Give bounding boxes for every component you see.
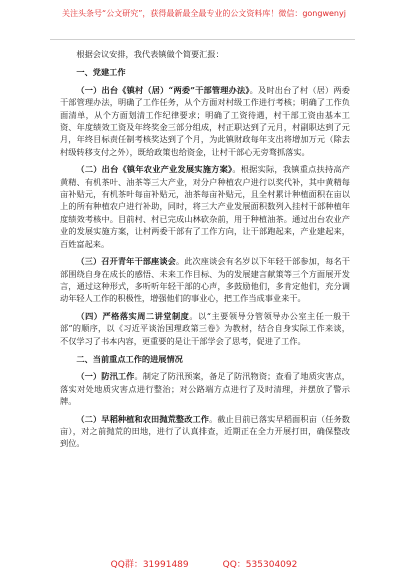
footer-qq-group: QQ群：31991489: [110, 560, 189, 570]
paragraph-1-3: [60, 255, 350, 305]
paragraph-1-3-text: 。此次座谈会有名岁以下年轻干部参加，每名干部围绕自身在成长的感悟、未来工作目标、为的发展建言献策等三个方面展开发言，通过这种形式，多听听年轻干部的心声，多鼓励他们，多肯定他们，充分调动年轻人工作的积极性，增强他们的事业心，把工作当成事业来干。: [60, 256, 350, 304]
intro-paragraph: 根据会议安排，我代表镇做个简要汇报：: [76, 49, 224, 59]
footer-qq-number: QQ：535304092: [222, 560, 298, 570]
paragraph-1-2-title: （二）出台《镇年农业产业发展实施方案》: [76, 164, 233, 175]
paragraph-2-2-title: （二）早稻种植和农田抛荒整改工作: [76, 413, 210, 424]
paragraph-1-4-title: （四）严格落实周二讲堂制度: [76, 310, 190, 321]
header-banner: 关注头条号“公文研究”，获得最新最全最专业的公文资料库！微信：gongwenyj: [62, 9, 346, 18]
paragraph-1-1: [60, 84, 350, 158]
paragraph-1-4-text: 。以“主要领导分管领导办公室主任一般干部”的顺序，以《习近平谈治国理政第三卷》为教材，结合自身实际工作来谈，不仅学习了书本内容，更重要的是让干部学会了思考，促进了工作。: [60, 310, 350, 346]
paragraph-2-1-text: 。制定了防汛预案，备足了防汛物资；查看了地质灾害点，落实对处地质灾害点进行整治；对公路端方点进行了及时清理，并摆放了警示牌。: [60, 371, 350, 407]
paragraph-1-3-title: （三）召开青年干部座谈会: [76, 256, 176, 267]
section-heading-party-building: 一、党建工作: [76, 67, 126, 78]
footer: [0, 557, 408, 570]
paragraph-1-2-text: 。根据实际，我镇重点扶持高产黄精、有机茶叶、油茶等三大产业，对分户种植农户进行以奖代补，其中黄精每亩补贴元，有机茶叶每亩补贴元，油茶每亩补贴元，且全村累计种植面积在亩以上的所有种植农户进行补助，同时，将三大产业发展面积数列入挂村干部种植年度绩效考核中。目前村、村已完成山林砍杂前，用于种植油茶。通过出台农业产业的发展实施方案，让村两委干部有了工作方向，让干部跑起来，产业建起来，百姓富起来。: [60, 164, 350, 249]
paragraph-1-1-title: （一）出台《镇村（居）“两委”干部管理办法》: [76, 84, 250, 95]
paragraph-2-1-title: （一）防汛工作: [76, 371, 135, 382]
document-body: [60, 48, 350, 455]
header-divider: [50, 39, 355, 40]
paragraph-1-2: [60, 163, 350, 250]
paragraph-2-2: [60, 413, 350, 450]
paragraph-1-1-text: 。及时出台了村（居）两委干部管理办法，明确了工作任务，从个方面对村级工作进行考核；明确了工作负面清单，从个方面划清工作纪律要求；明确了工资待遇，村干部工资由基本工资、年度绩效工资及年终奖金三部分组成，村正职达到了元月，村副职达到了元月，年终目标责任制考核奖达到了个月，为此镇财政每年支出将增加万元（除去村级转移支付之外），既给政策也给资金，让村干部心无旁骛抓落实。: [60, 84, 350, 157]
paragraph-1-4: [60, 310, 350, 347]
paragraph-2-1: [60, 370, 350, 407]
paragraph-2-2-text: 。截止目前已落实早稻面积亩（任务数亩），对之前抛荒的田地，进行了认真排查，近期正在全力开展打田，确保整改到位。: [60, 413, 350, 449]
section-heading-key-work: 二、当前重点工作的进展情况: [76, 353, 183, 364]
